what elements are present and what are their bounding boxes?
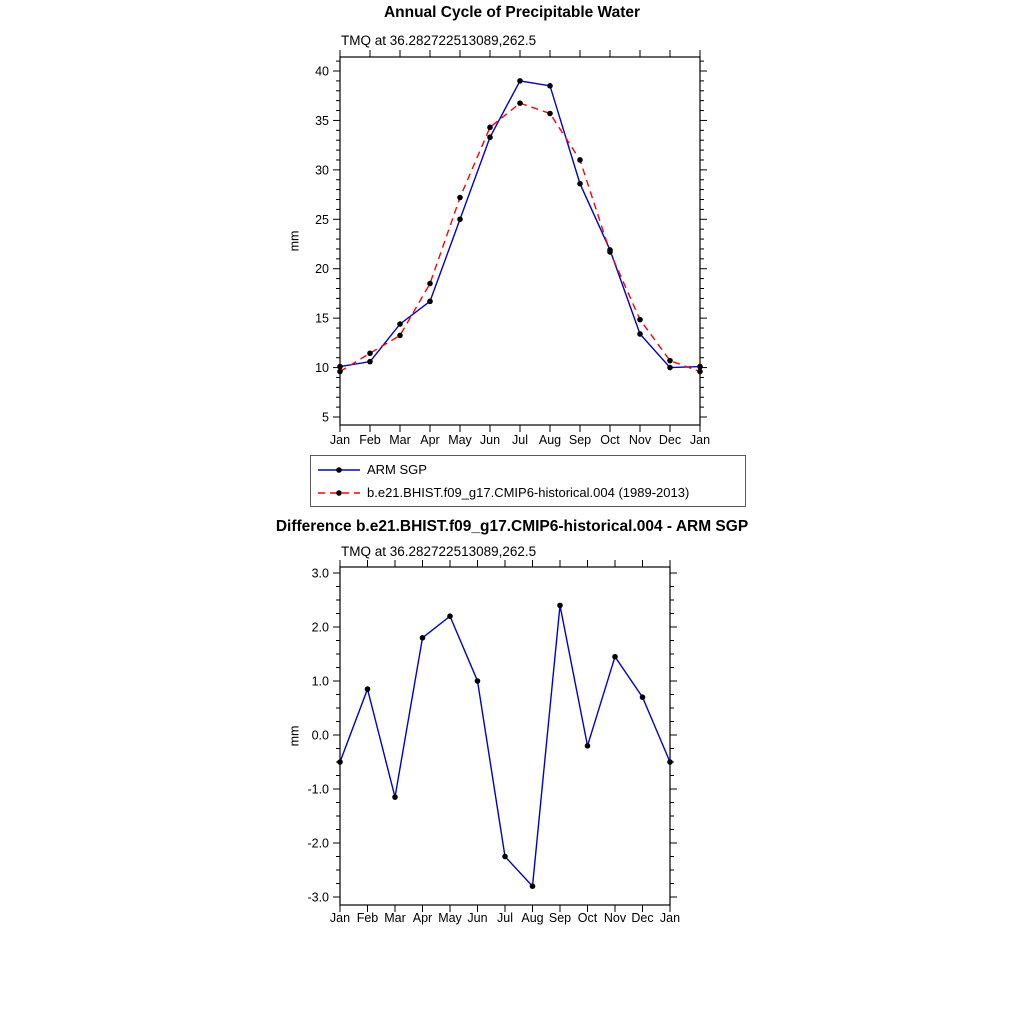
difference-plot [290,557,750,932]
svg-text:20: 20 [315,262,329,277]
svg-text:Oct: Oct [577,911,598,925]
svg-text:25: 25 [315,212,329,227]
svg-text:2.0: 2.0 [311,620,329,635]
svg-text:Apr: Apr [420,433,440,447]
svg-text:-3.0: -3.0 [307,890,329,905]
svg-text:Apr: Apr [412,911,433,925]
svg-text:Dec: Dec [658,433,682,447]
obs-line-sample-icon [316,464,362,476]
difference-title: Difference b.e21.BHIST.f09_g17.CMIP6-historical.004 - ARM SGP [275,518,749,535]
svg-text:15: 15 [315,311,329,326]
difference-subtitle: TMQ at 36.282722513089,262.5 [341,544,537,559]
svg-text:30: 30 [315,163,329,178]
svg-text:Mar: Mar [389,433,411,447]
svg-text:Jan: Jan [329,433,351,447]
legend-label-obs: ARM SGP [367,462,427,477]
svg-text:Nov: Nov [628,433,652,447]
svg-text:35: 35 [315,113,329,128]
svg-text:Sep: Sep [568,433,592,447]
svg-text:Feb: Feb [359,433,381,447]
svg-text:10: 10 [315,361,329,376]
svg-text:Aug: Aug [538,433,562,447]
svg-text:Oct: Oct [600,433,620,447]
difference-y-axis-label: mm [287,725,302,747]
svg-text:-1.0: -1.0 [307,782,329,797]
svg-text:Sep: Sep [548,911,572,925]
model-line-sample-icon [316,487,362,499]
svg-text:40: 40 [315,64,329,79]
svg-text:Feb: Feb [356,911,379,925]
svg-text:May: May [438,911,462,925]
svg-text:Nov: Nov [603,911,627,925]
svg-text:Jan: Jan [659,911,681,925]
svg-text:Jan: Jan [689,433,711,447]
svg-text:Jan: Jan [329,911,351,925]
legend-label-model: b.e21.BHIST.f09_g17.CMIP6-historical.004 (1989-2013) [367,485,690,500]
annual-cycle-title: Annual Cycle of Precipitable Water [383,4,641,21]
svg-text:Mar: Mar [384,911,406,925]
svg-text:0.0: 0.0 [311,728,329,743]
svg-text:Aug: Aug [521,911,544,925]
svg-text:1.0: 1.0 [311,674,329,689]
svg-text:Dec: Dec [631,911,654,925]
annual-cycle-subtitle: TMQ at 36.282722513089,262.5 [341,33,537,48]
svg-text:5: 5 [322,410,329,425]
annual-cycle-y-axis-label: mm [287,230,302,252]
svg-text:-2.0: -2.0 [307,836,329,851]
legend-item-model [311,481,745,504]
svg-text:Jun: Jun [467,911,488,925]
legend [310,455,746,507]
svg-text:May: May [448,433,472,447]
svg-text:3.0: 3.0 [311,566,329,581]
svg-text:Jun: Jun [479,433,501,447]
svg-text:Jul: Jul [512,433,528,447]
annual-cycle-plot [290,47,750,455]
legend-item-obs [311,458,745,481]
svg-text:Jul: Jul [497,911,513,925]
